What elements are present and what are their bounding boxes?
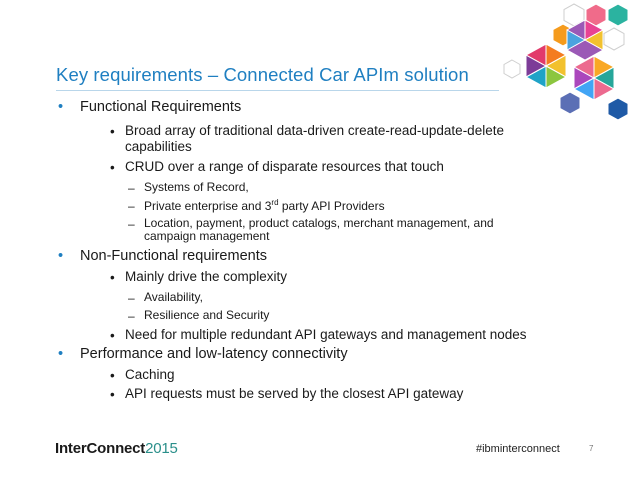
sub-bullet-crud-capabilities-line2: capabilities xyxy=(125,139,192,154)
sub-bullet-crud-resources: CRUD over a range of disparate resources that touch xyxy=(125,159,444,174)
bullet-non-functional-requirements: Non-Functional requirements xyxy=(80,248,267,264)
sub-bullet-complexity: Mainly drive the complexity xyxy=(125,269,288,284)
interconnect-logo xyxy=(55,440,178,457)
level3-dash: – xyxy=(128,217,135,231)
level1-bullet: • xyxy=(58,99,64,115)
level1-bullet: • xyxy=(58,346,64,362)
level2-bullet: • xyxy=(110,328,115,343)
hashtag-label: #ibminterconnect xyxy=(476,443,560,455)
level1-bullet: • xyxy=(58,248,64,264)
hexagon-cluster-graphic xyxy=(490,0,638,128)
level2-bullet: • xyxy=(110,270,115,285)
level3-dash: – xyxy=(128,181,135,195)
level3-dash: – xyxy=(128,199,135,213)
sub-sub-bullet-systems-of-record: Systems of Record, xyxy=(144,180,249,194)
level2-bullet: • xyxy=(110,160,115,175)
sub-bullet-caching: Caching xyxy=(125,367,175,382)
api-providers-pre: Private enterprise and 3 xyxy=(144,199,272,213)
sub-bullet-redundant-gateways: Need for multiple redundant API gateways and management nodes xyxy=(125,327,527,342)
slide-title: Key requirements – Connected Car APIm solution xyxy=(56,64,469,85)
sub-sub-bullet-location-payment-line2: campaign management xyxy=(144,229,270,243)
bullet-functional-requirements: Functional Requirements xyxy=(80,99,242,115)
bullet-performance-low-latency: Performance and low-latency connectivity xyxy=(80,346,348,362)
sub-sub-bullet-resilience-security: Resilience and Security xyxy=(144,308,270,322)
level2-bullet: • xyxy=(110,368,115,383)
brand-name: InterConnect xyxy=(55,440,146,457)
sub-sub-bullet-location-payment-line1: Location, payment, product catalogs, merchant management, and xyxy=(144,216,494,230)
title-divider xyxy=(56,90,499,91)
level3-dash: – xyxy=(128,309,135,323)
sub-sub-bullet-api-providers xyxy=(144,199,385,212)
api-providers-post: party API Providers xyxy=(278,199,385,213)
sub-bullet-crud-capabilities-line1: Broad array of traditional data-driven create-read-update-delete xyxy=(125,123,504,138)
level2-bullet: • xyxy=(110,387,115,402)
api-providers-sup: rd xyxy=(271,198,279,207)
level2-bullet: • xyxy=(110,124,115,139)
sub-bullet-closest-gateway: API requests must be served by the closest API gateway xyxy=(125,386,464,401)
sub-sub-bullet-availability: Availability, xyxy=(144,290,203,304)
brand-year: 2015 xyxy=(145,440,178,457)
page-number: 7 xyxy=(589,444,594,453)
level3-dash: – xyxy=(128,291,135,305)
